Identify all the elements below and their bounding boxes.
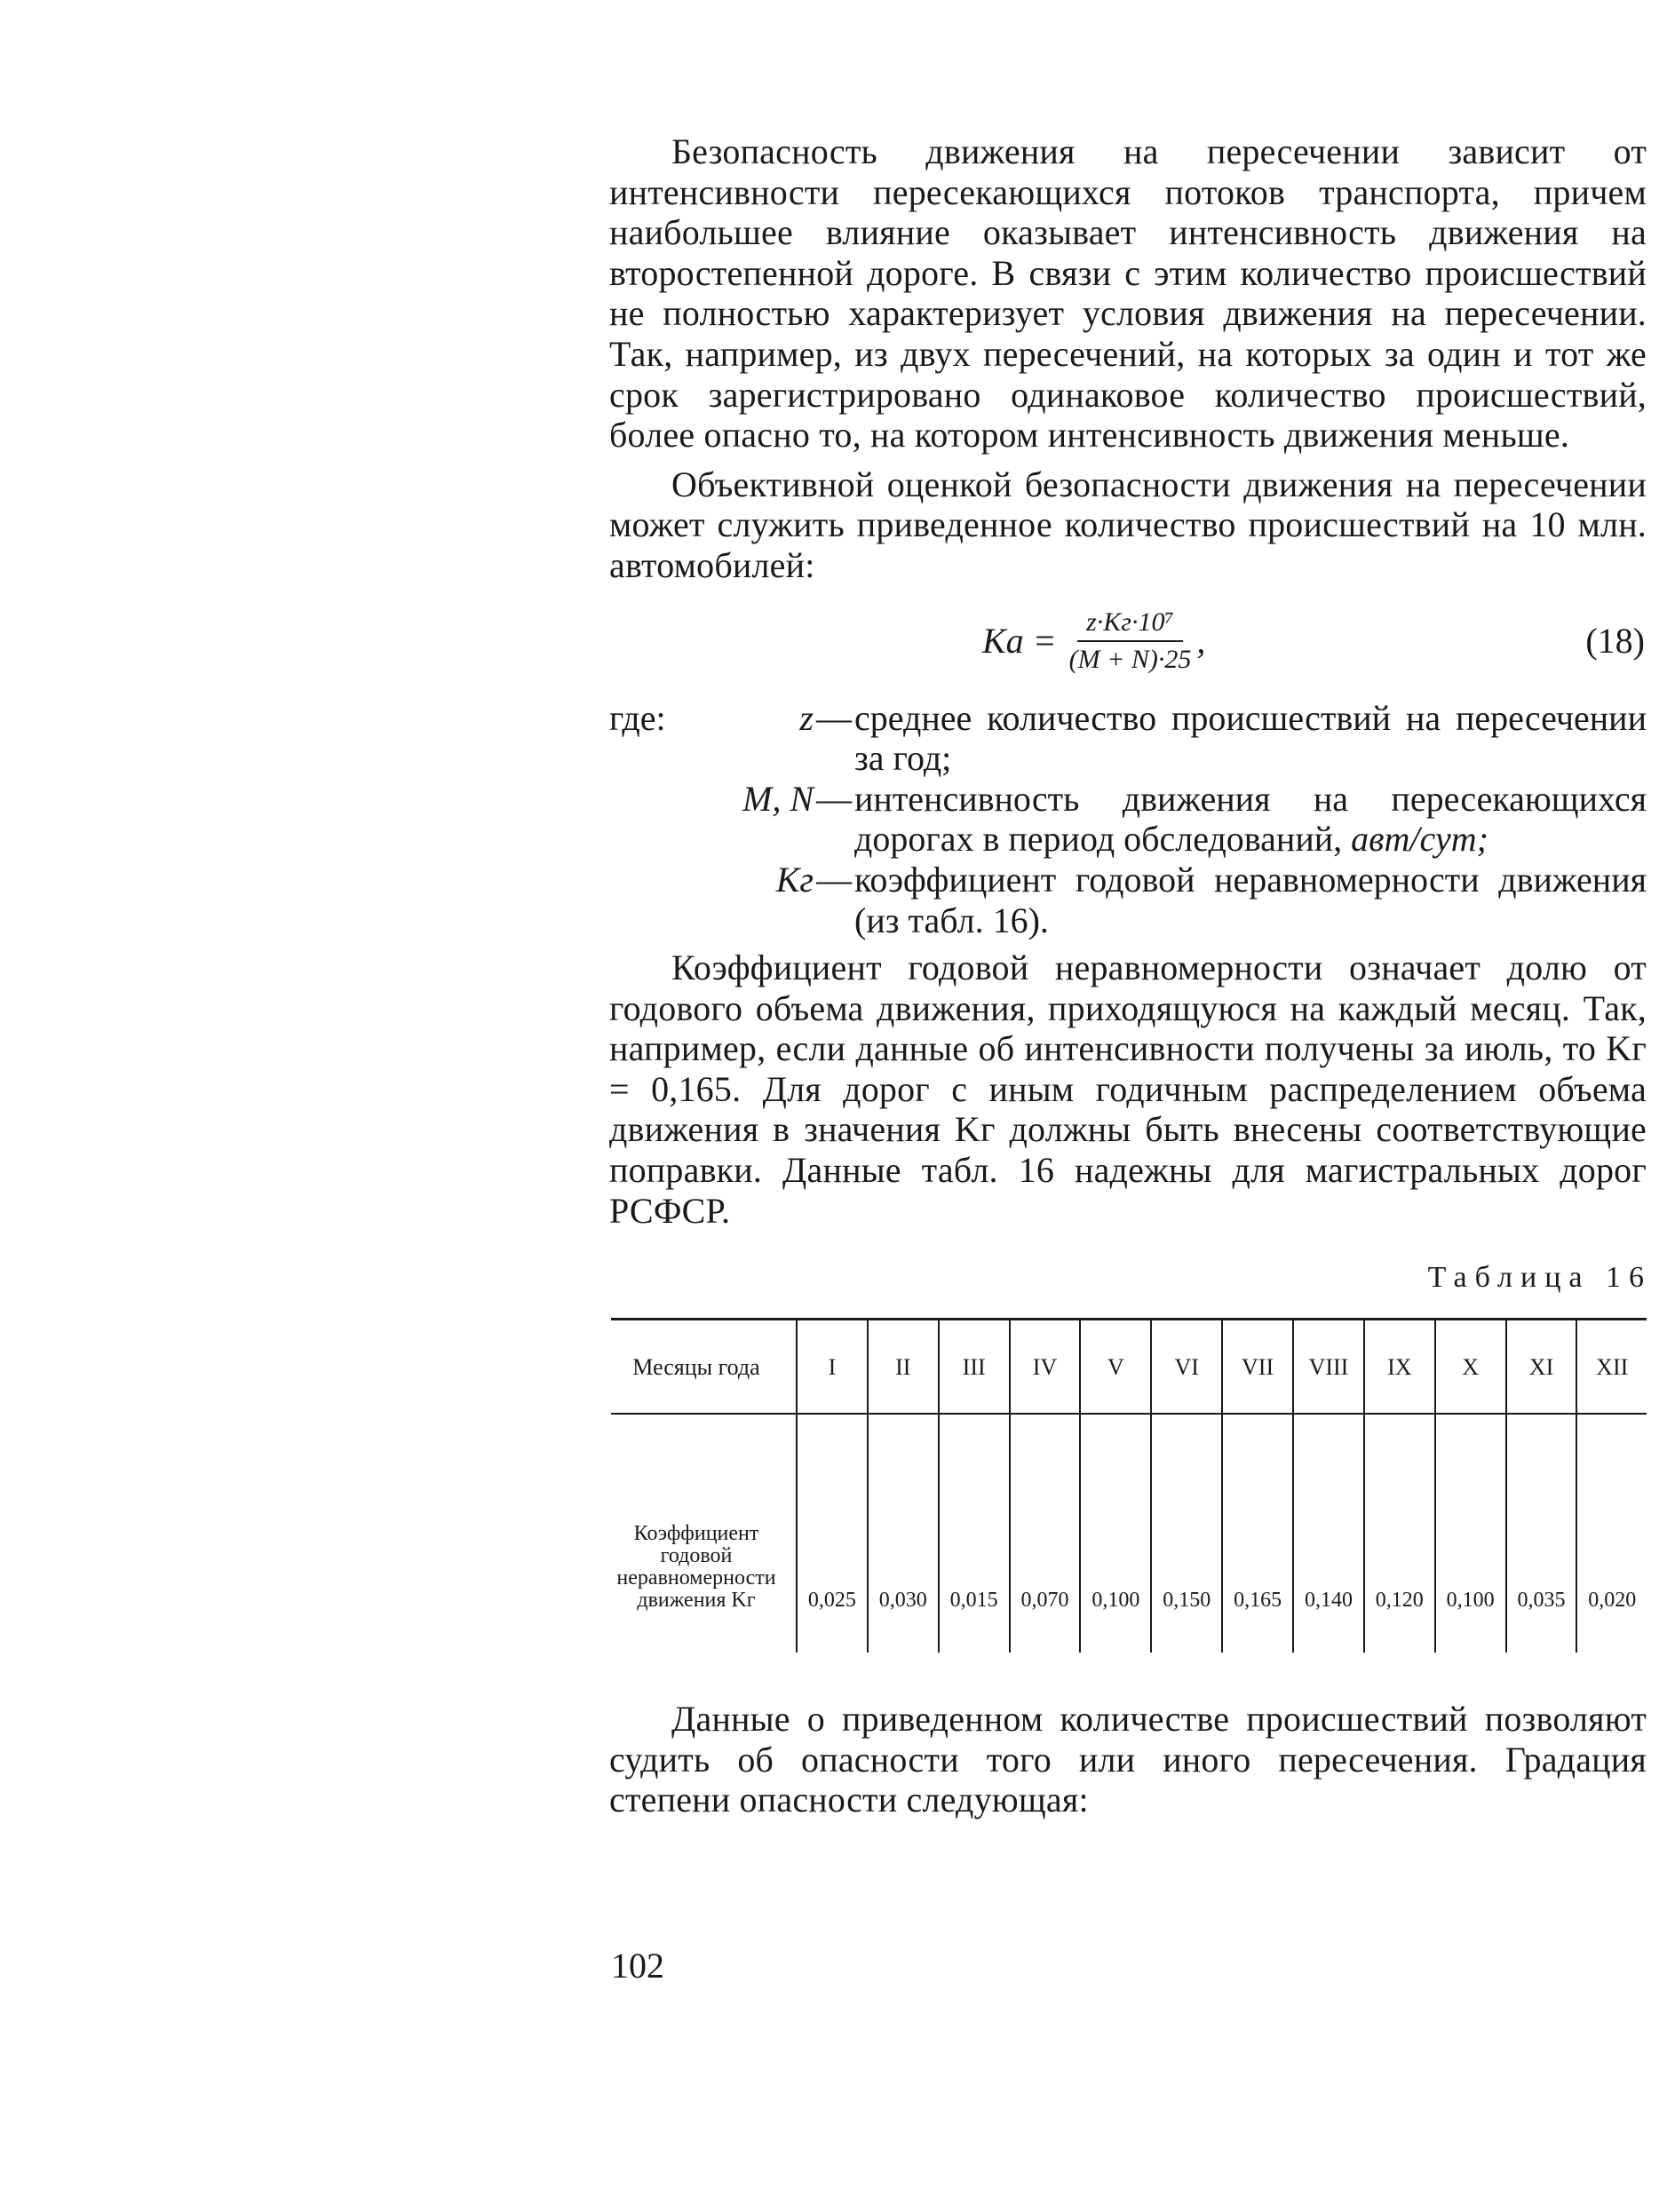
where-label-spacer: [609, 860, 655, 940]
where-label: где:: [609, 697, 666, 738]
definition-text: [854, 860, 1647, 940]
definition-symbol: z: [799, 697, 814, 738]
variable-definitions: [609, 698, 1647, 941]
coefficient-value-cell: 0,035: [1506, 1414, 1577, 1653]
definition-row: [609, 698, 1647, 779]
month-header-cell: I: [797, 1320, 868, 1415]
definition-symbol: M, N: [742, 778, 814, 819]
formula-block: [609, 604, 1647, 678]
month-header-cell: VIII: [1293, 1320, 1364, 1415]
paragraph-intersection-safety: Безопасность движения на пересечении зависит от интенсивности пересекающихся потоков транспорта, причем наибольшее влияние оказывает интенсивность движения на второстепенной дороге. В связи с этим количество происшествий не полностью характеризует условия движения на пересечении. Так, например, из двух пересечений, на которых за один и тот же срок зарегистрировано одинаковое количество происшествий, более опасно то, на котором интенсивность движения меньше.: [609, 131, 1647, 456]
coefficient-value-cell: 0,165: [1222, 1414, 1293, 1653]
page-number: 102: [611, 1946, 664, 1986]
definition-unit: авт/сут;: [1351, 819, 1488, 860]
formula-18: [982, 604, 1205, 678]
coefficient-value-cell: 0,015: [939, 1414, 1010, 1653]
row-label: Коэффициент годовой неравномерности движения Kг: [616, 1522, 776, 1613]
definition-text-body: интенсивность движения на пересекающихся дорогах в период обследований,: [854, 778, 1647, 860]
formula-numerator: z·Kг·10⁷: [1077, 607, 1183, 642]
definition-text-body: коэффициент годовой неравномерности движения (из табл. 16).: [854, 859, 1647, 940]
row-label-cell: [611, 1414, 797, 1653]
paragraph-coefficient-explanation: Коэффициент годовой неравномерности означает долю от годового объема движения, приходящуюся на каждый месяц. Так, например, если данные об интенсивности получены за июль, то Kг = 0,165. Для дорог с иным годичным распределением объема движения в значения Kг должны быть внесены соответствующие поправки. Данные табл. 16 надежны для магистральных дорог РСФСР.: [609, 947, 1647, 1231]
definition-row: [609, 860, 1647, 940]
month-header-cell: VI: [1151, 1320, 1222, 1415]
definition-dash: —: [816, 778, 852, 819]
coefficient-value-cell: 0,070: [1010, 1414, 1081, 1653]
coefficient-value-cell: 0,120: [1364, 1414, 1435, 1653]
table-header-row: [611, 1320, 1647, 1415]
month-header-cell: VII: [1222, 1320, 1293, 1415]
coefficient-value-cell: 0,100: [1080, 1414, 1151, 1653]
definition-symbol: Kг: [775, 859, 814, 900]
coefficient-value-cell: 0,140: [1293, 1414, 1364, 1653]
coefficient-value-cell: 0,150: [1151, 1414, 1222, 1653]
coefficient-value-cell: 0,100: [1435, 1414, 1506, 1653]
month-header-cell: V: [1080, 1320, 1151, 1415]
coefficient-value-cell: 0,020: [1576, 1414, 1647, 1653]
formula-denominator: (M + N)·25: [1068, 644, 1192, 674]
formula-lhs: Kа =: [982, 621, 1057, 662]
paragraph-objective-assessment: Объективной оценкой безопасности движения на пересечении может служить приведенное количество происшествий на 10 млн. автомобилей:: [609, 464, 1647, 585]
formula-fraction: [1069, 607, 1192, 675]
paragraph-danger-gradation: Данные о приведенном количестве происшествий позволяют судить об опасности того или иного пересечения. Градация степени опасности следующая:: [609, 1699, 1647, 1820]
coefficient-value-cell: 0,030: [868, 1414, 939, 1653]
header-label: Месяцы года: [632, 1353, 760, 1380]
where-label-spacer: [609, 779, 655, 860]
equation-number: (18): [1585, 620, 1645, 661]
formula-trailing-comma: ,: [1196, 621, 1206, 662]
month-header-cell: IX: [1364, 1320, 1435, 1415]
document-page: [609, 131, 1652, 1820]
monthly-coefficient-table: [611, 1318, 1647, 1653]
table-row: [611, 1414, 1647, 1653]
definition-text: [854, 698, 1647, 779]
month-header-cell: X: [1435, 1320, 1506, 1415]
definition-text-body: среднее количество происшествий на пересечении за год;: [854, 697, 1647, 779]
month-header-cell: XII: [1576, 1320, 1647, 1415]
month-header-cell: XI: [1506, 1320, 1577, 1415]
table-caption: Таблица 16: [1427, 1261, 1652, 1295]
definition-text: [854, 779, 1647, 860]
definition-dash: —: [816, 697, 852, 738]
month-header-cell: II: [868, 1320, 939, 1415]
coefficient-value-cell: 0,025: [797, 1414, 868, 1653]
definition-row: [609, 779, 1647, 860]
header-label-cell: [611, 1320, 797, 1415]
definition-dash: —: [816, 859, 852, 900]
month-header-cell: III: [939, 1320, 1010, 1415]
month-header-cell: IV: [1010, 1320, 1081, 1415]
